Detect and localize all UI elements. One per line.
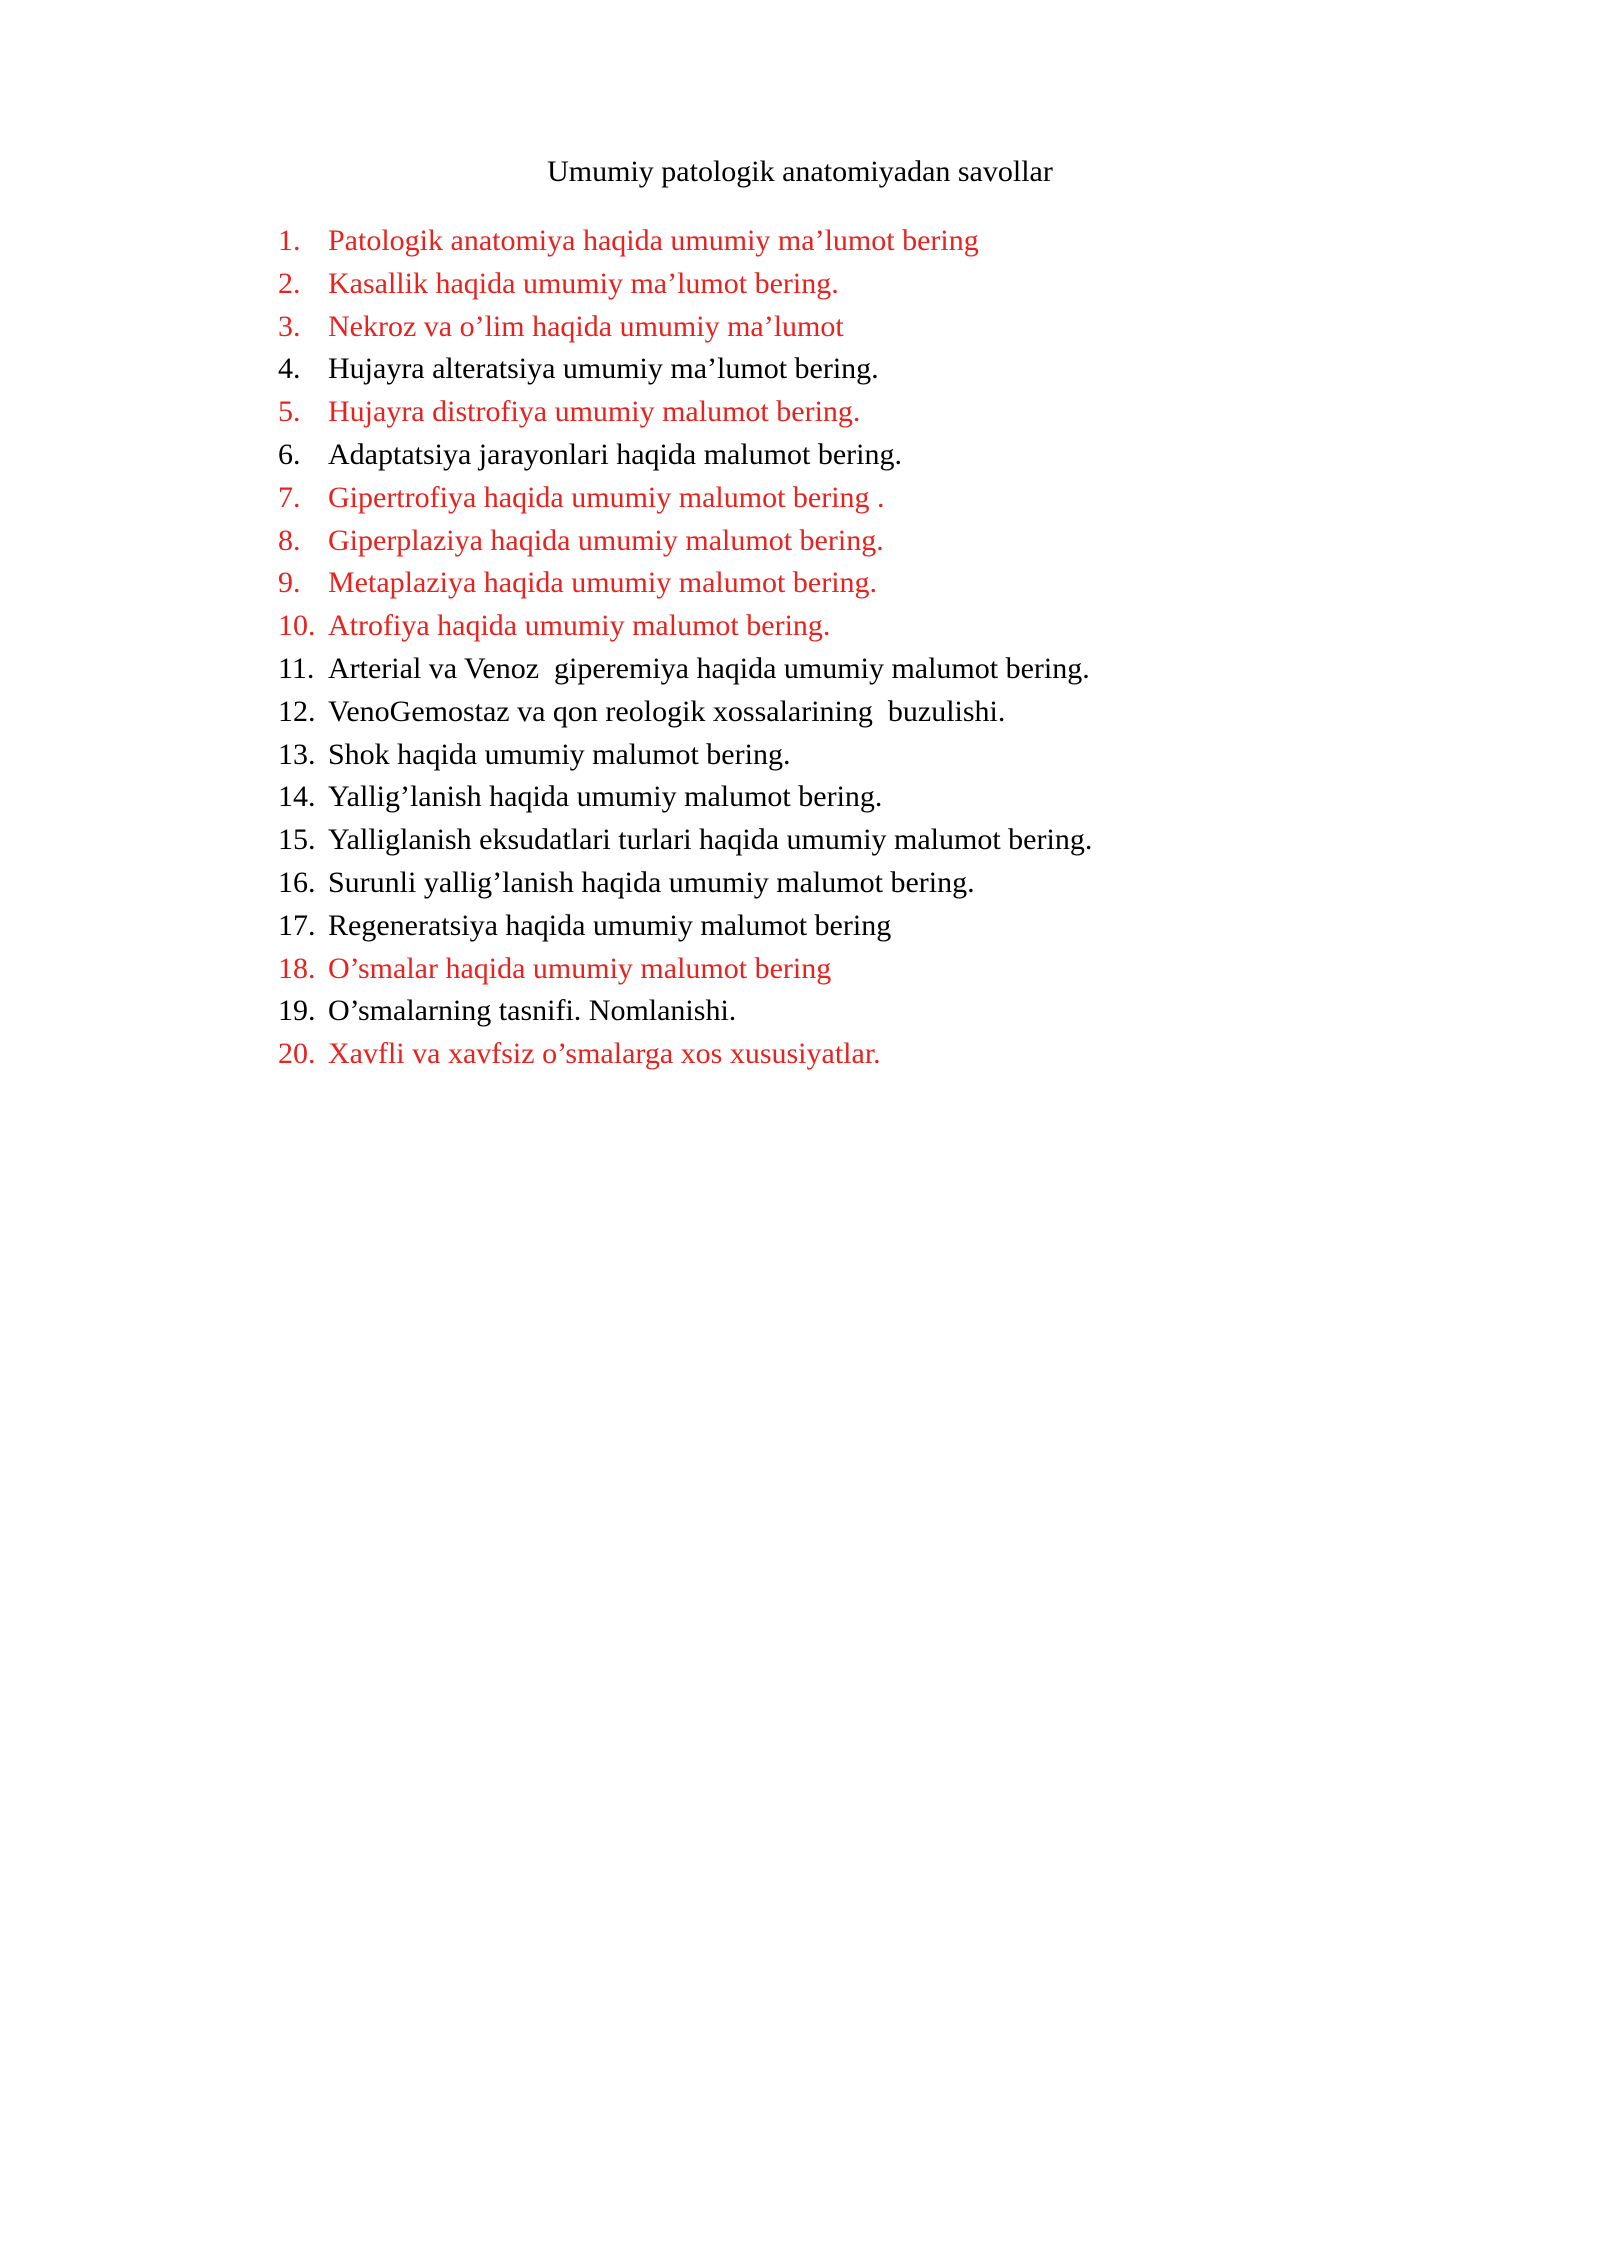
question-item: [278, 776, 1092, 819]
question-item: [278, 562, 1092, 605]
question-text: Adaptatsiya jarayonlari haqida malumot bering.: [328, 437, 902, 471]
question-item: [278, 990, 1092, 1033]
question-number: 5.: [278, 395, 301, 429]
question-text: Patologik anatomiya haqida umumiy ma’lumot bering: [328, 224, 979, 257]
question-text: Giperplaziya haqida umumiy malumot bering.: [328, 523, 884, 557]
question-item: [278, 948, 1092, 991]
question-text: Metaplaziya haqida umumiy malumot bering.: [328, 566, 878, 600]
question-number: 2.: [278, 266, 301, 300]
question-number: 1.: [278, 224, 301, 257]
question-item: [278, 1033, 1092, 1076]
question-item: [278, 220, 1092, 263]
question-text: Arterial va Venoz giperemiya haqida umumiy malumot bering.: [328, 651, 1090, 685]
question-number: 17.: [278, 908, 316, 942]
document-title: Umumiy patologik anatomiyadan savollar: [547, 155, 1053, 188]
question-item: [278, 306, 1092, 349]
question-number: 14.: [278, 780, 316, 814]
question-text: Hujayra alteratsiya umumiy ma’lumot bering.: [328, 352, 879, 386]
question-number: 3.: [278, 309, 301, 343]
question-text: O’smalarning tasnifi. Nomlanishi.: [328, 994, 737, 1028]
question-text: Yalliglanish eksudatlari turlari haqida umumiy malumot bering.: [328, 823, 1093, 857]
question-text: Surunli yallig’lanish haqida umumiy malumot bering.: [328, 865, 975, 899]
question-number: 16.: [278, 865, 316, 899]
question-number: 9.: [278, 566, 301, 600]
question-number: 18.: [278, 951, 316, 985]
question-text: Kasallik haqida umumiy ma’lumot bering.: [328, 266, 839, 300]
question-number: 8.: [278, 523, 301, 557]
question-number: 20.: [278, 1037, 316, 1071]
question-item: [278, 734, 1092, 777]
question-text: VenoGemostaz va qon reologik xossalarining buzulishi.: [328, 694, 1006, 728]
question-number: 10.: [278, 609, 316, 643]
question-number: 13.: [278, 737, 316, 771]
question-item: [278, 605, 1092, 648]
question-item: [278, 520, 1092, 563]
question-list: [278, 220, 1092, 1076]
question-text: Atrofiya haqida umumiy malumot bering.: [328, 609, 831, 643]
question-text: Gipertrofiya haqida umumiy malumot bering .: [328, 480, 885, 514]
question-number: 12.: [278, 694, 316, 728]
question-item: [278, 391, 1092, 434]
question-text: Regeneratsiya haqida umumiy malumot bering: [328, 908, 892, 942]
question-number: 4.: [278, 352, 301, 386]
question-item: [278, 263, 1092, 306]
question-number: 15.: [278, 823, 316, 857]
question-item: [278, 477, 1092, 520]
question-text: Hujayra distrofiya umumiy malumot bering.: [328, 395, 861, 429]
question-item: [278, 862, 1092, 905]
question-number: 19.: [278, 994, 316, 1028]
question-item: [278, 348, 1092, 391]
question-text: Yallig’lanish haqida umumiy malumot bering.: [328, 780, 883, 814]
question-text: O’smalar haqida umumiy malumot bering: [328, 951, 832, 985]
question-item: [278, 691, 1092, 734]
question-item: [278, 905, 1092, 948]
question-text: Xavfli va xavfsiz o’smalarga xos xususiyatlar.: [328, 1037, 881, 1071]
question-number: 11.: [278, 651, 315, 685]
question-number: 7.: [278, 480, 301, 514]
question-number: 6.: [278, 437, 301, 471]
question-item: [278, 819, 1092, 862]
question-text: Nekroz va o’lim haqida umumiy ma’lumot: [328, 309, 844, 343]
question-text: Shok haqida umumiy malumot bering.: [328, 737, 791, 771]
question-item: [278, 434, 1092, 477]
question-item: [278, 648, 1092, 691]
